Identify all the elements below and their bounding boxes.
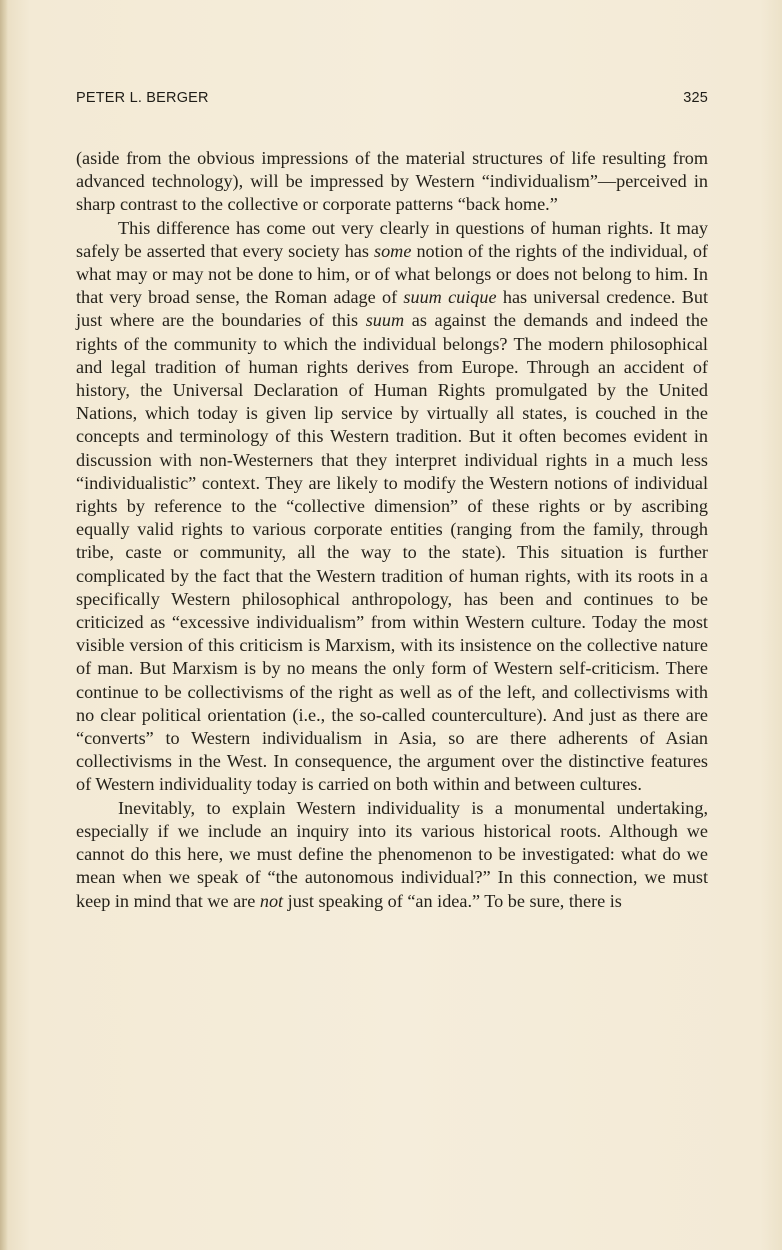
- running-header: [76, 90, 708, 114]
- paragraph-1: [76, 147, 708, 217]
- running-head-author: PETER L. BERGER: [76, 90, 209, 106]
- paragraph-2: [76, 217, 708, 797]
- text-run: Inevitably, to explain Western individuality is a monumental undertaking, especially if we include an inquiry into its various historical roots. Although we cannot do this here, we must define the phenomenon to be investigated: what do we mean when we speak of “the autonomous individual?” In this connection, we must keep in mind that we are: [76, 797, 708, 911]
- italic-term: suum cuique: [403, 287, 497, 308]
- italic-term: some: [374, 240, 412, 261]
- text-run: just speaking of “an idea.” To be sure, there is: [283, 890, 622, 911]
- text-run: This difference has come out very clearly in questions of human rights. It may safely be asserted that every society has: [76, 217, 708, 261]
- page-binding-edge: [0, 0, 8, 1250]
- body-text: [76, 147, 708, 913]
- italic-term: not: [259, 890, 284, 911]
- paragraph-3: [76, 797, 708, 913]
- page-number: 325: [683, 90, 708, 106]
- text-run: (aside from the obvious impressions of the material structures of life resulting from advanced technology), will be impressed by Western “individualism”—perceived in sharp contrast to the collective or corporate patterns “back home.”: [76, 148, 708, 215]
- text-run: as against the demands and indeed the rights of the community to which the individual belongs? The modern philosophical and legal tradition of human rights derives from Europe. Through an accident of history, the Universal Declaration of Human Rights promulgated by the United Nations, which today is given lip service by virtually all states, is couched in the concepts and terminology of this Western tradition. But it often becomes evident in discussion with non-Westerners that they interpret individual rights in a much less “individualistic” context. They are likely to modify the Western notions of individual rights by reference to the “collective dimension” of these rights or by ascribing equally valid rights to various corporate entities (ranging from the family, through tribe, caste or community, all the way to the state). This situation is further complicated by the fact that the Western tradition of human rights, with its roots in a specifically Western philosophical anthropology, has been and continues to be criticized as “excessive individualism” from within Western culture. Today the most visible version of this criticism is Marxism, with its insistence on the collective nature of man. But Marxism is by no means the only form of Western self-criticism. There continue to be collectivisms of the right as well as of the left, and collectivisms with no clear political orientation (i.e., the so-called counterculture). And just as there are “converts” to Western individualism in Asia, so are there adherents of Asian collectivisms in the West. In consequence, the argument over the distinctive features of Western individuality today is carried on both within and between cultures.: [76, 310, 709, 795]
- italic-term: suum: [365, 310, 405, 331]
- text-run: has universal credence. But just where are the boundaries of this: [76, 287, 708, 331]
- text-run: notion of the rights of the individual, of what may or may not be done to him, or of what belongs or does not belong to him. In that very broad sense, the Roman adage of: [76, 240, 708, 308]
